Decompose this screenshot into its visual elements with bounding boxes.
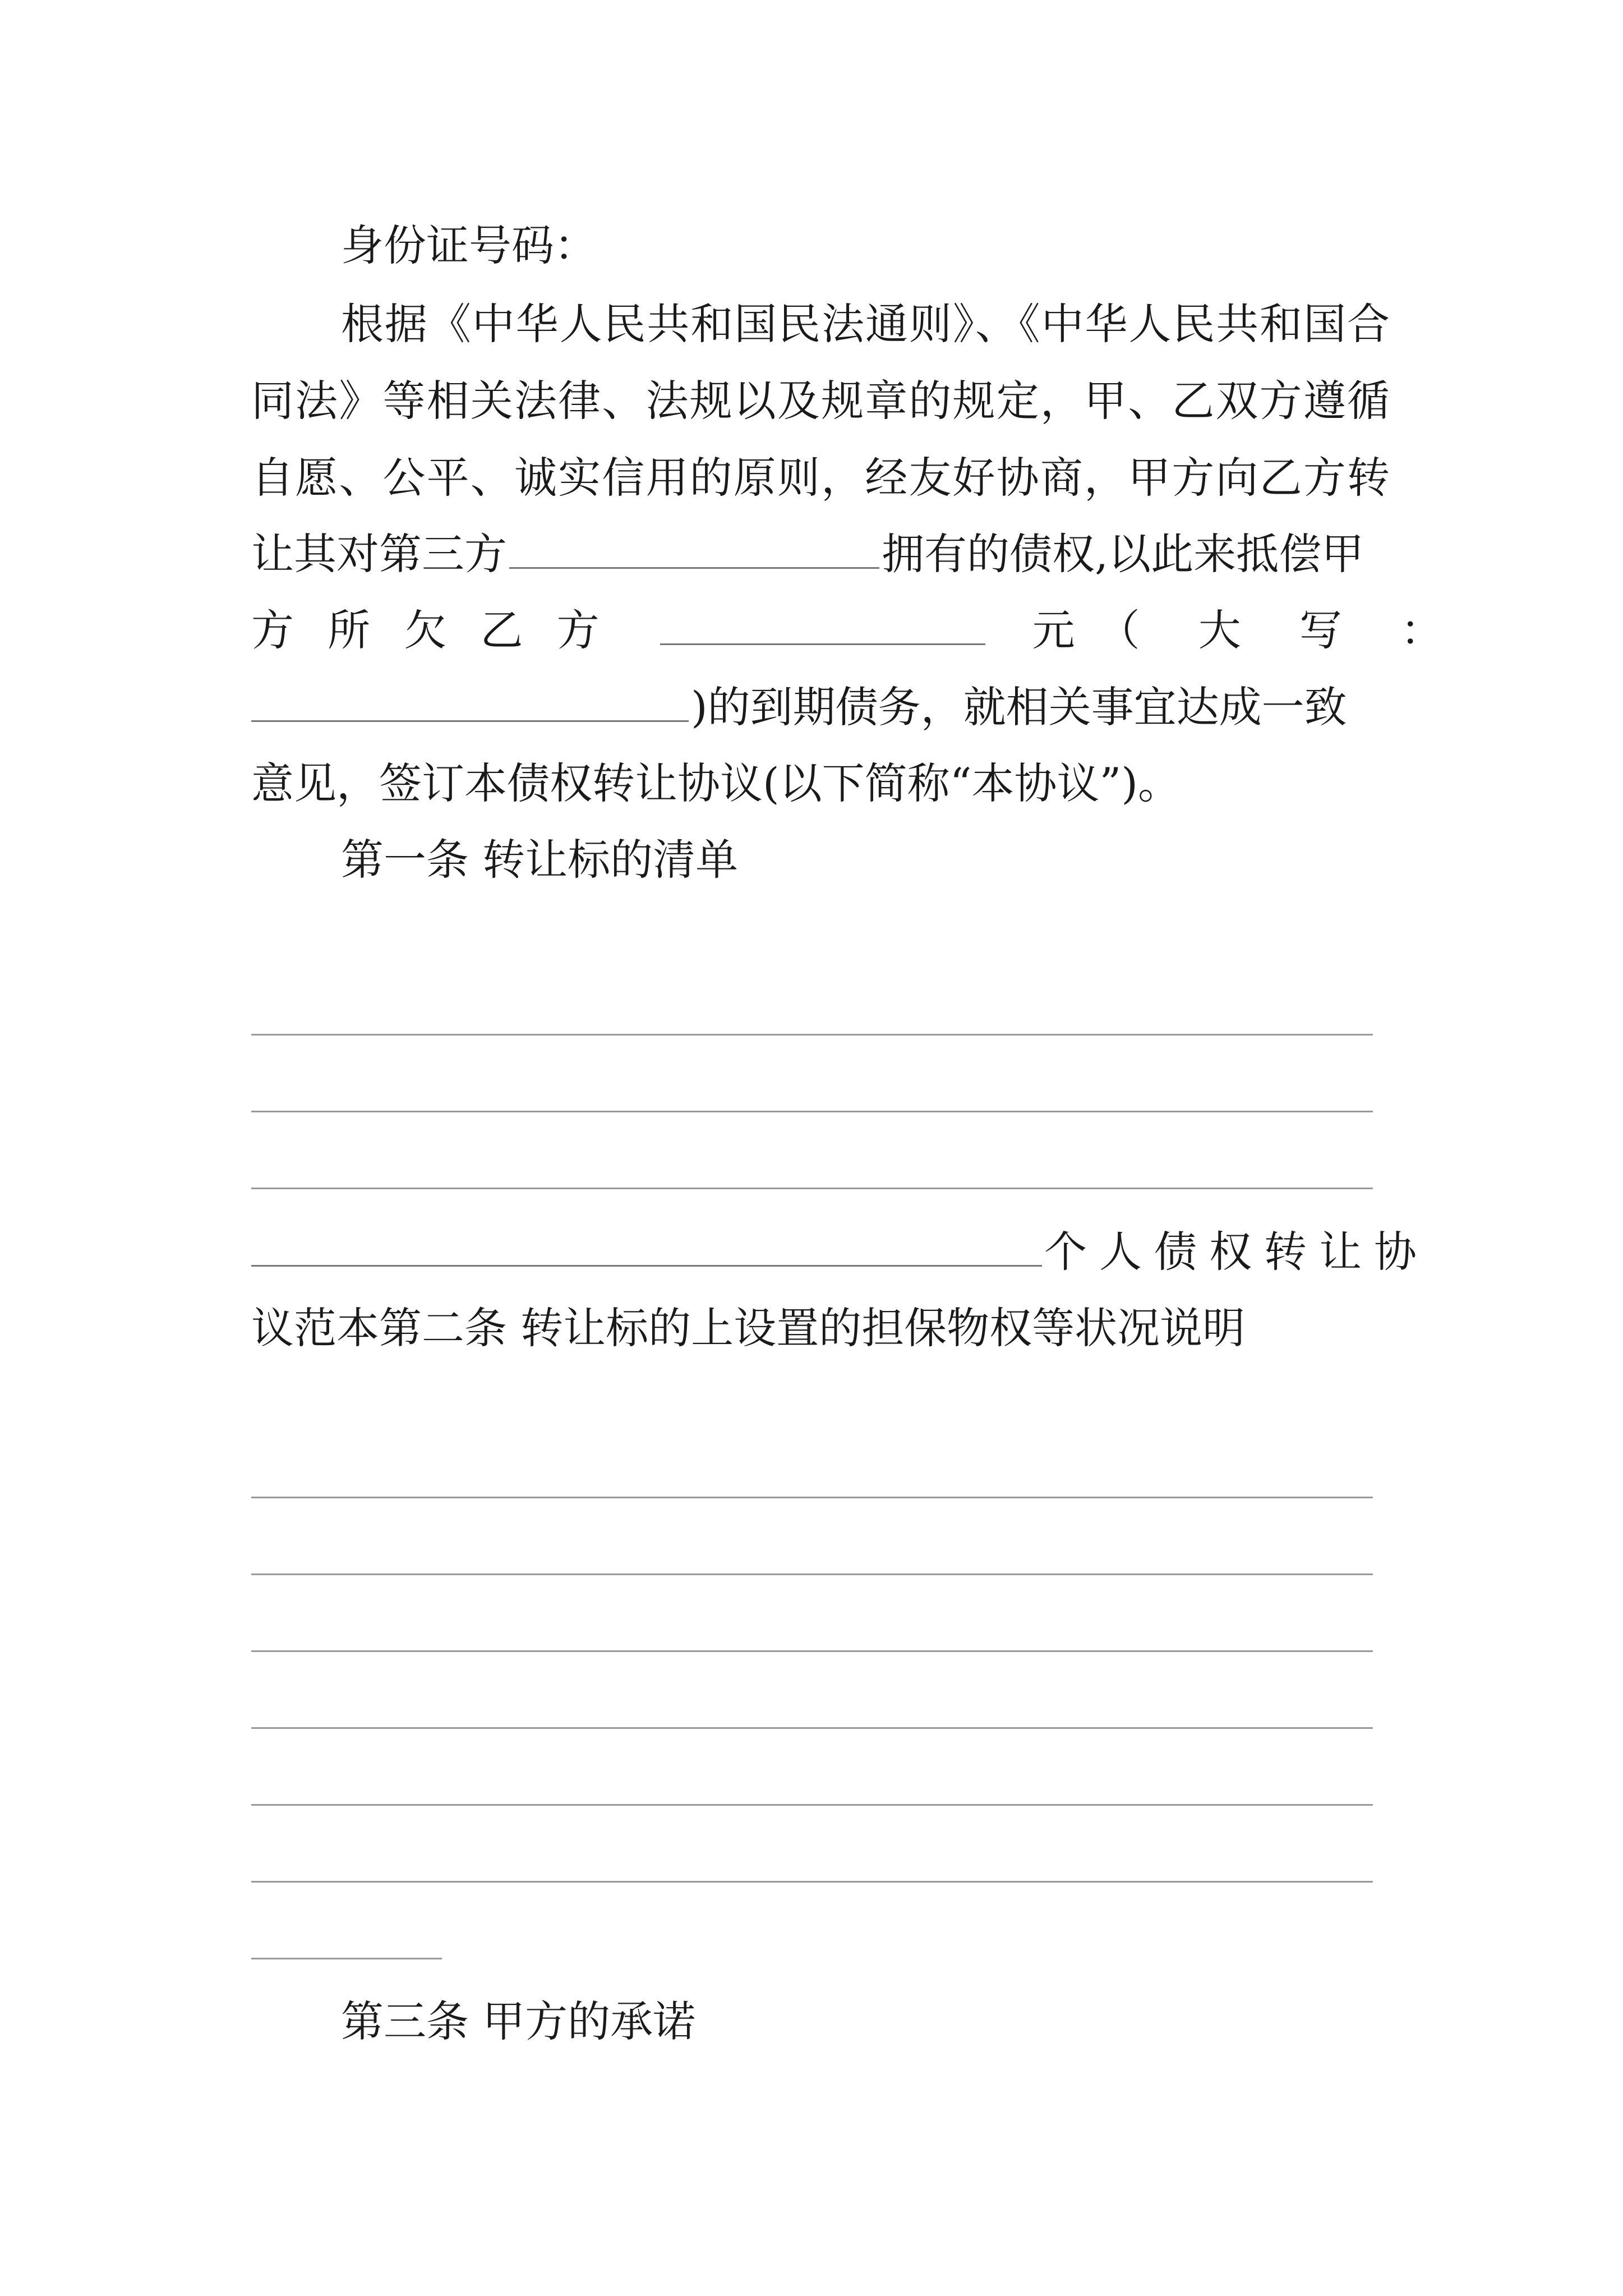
paragraph-text: 个人债权转让协: [1044, 1227, 1429, 1277]
paragraph-line-third-party: [251, 526, 1390, 582]
blank-line: [251, 1034, 1373, 1036]
paragraph-text: )的到期债务，就相关事宜达成一致: [691, 682, 1347, 732]
capital-amount-blank: [251, 681, 689, 722]
third-party-blank: [509, 528, 879, 569]
blank-line: [251, 1226, 1042, 1267]
paragraph-line-amount: [251, 602, 1466, 659]
paragraph-text: 拥有的债权,以此来抵偿甲: [882, 529, 1364, 579]
blank-line: [251, 1188, 1373, 1189]
paragraph-line: 意见，签订本债权转让协议(以下简称“本协议”)。: [251, 758, 1181, 808]
paragraph-line: 根据《中华人民共和国民法通则》、《中华人民共和国合: [341, 299, 1390, 349]
blank-line: [251, 1804, 1373, 1806]
paragraph-text: 方 所 欠 乙 方: [251, 605, 610, 655]
blank-line: [251, 1497, 1373, 1498]
blank-line: [251, 1650, 1373, 1652]
article-1-heading: 第一条 转让标的清单: [341, 835, 739, 885]
paragraph-line: 同法》等相关法律、法规以及规章的规定，甲、乙双方遵循: [251, 376, 1390, 426]
amount-blank: [660, 604, 985, 645]
paragraph-line: 自愿、公平、诚实信用的原则，经友好协商，甲方向乙方转: [251, 453, 1390, 503]
paragraph-text: 让其对第三方: [251, 529, 507, 579]
article-2-heading: 议范本第二条 转让标的上设置的担保物权等状况说明: [251, 1303, 1246, 1353]
id-number-label: 身份证号码：: [341, 220, 597, 270]
blank-line: [251, 1111, 1373, 1112]
paragraph-line-article-tail: [251, 1224, 1429, 1280]
blank-line: [251, 1573, 1373, 1575]
blank-line: [251, 1881, 1373, 1883]
paragraph-line-capital-amount: [251, 679, 1390, 735]
article-3-heading: 第三条 甲方的承诺: [341, 1996, 696, 2046]
blank-line: [251, 1727, 1373, 1729]
paragraph-text: 元（ 大 写 ：: [1032, 605, 1466, 655]
blank-line: [251, 1958, 442, 1959]
